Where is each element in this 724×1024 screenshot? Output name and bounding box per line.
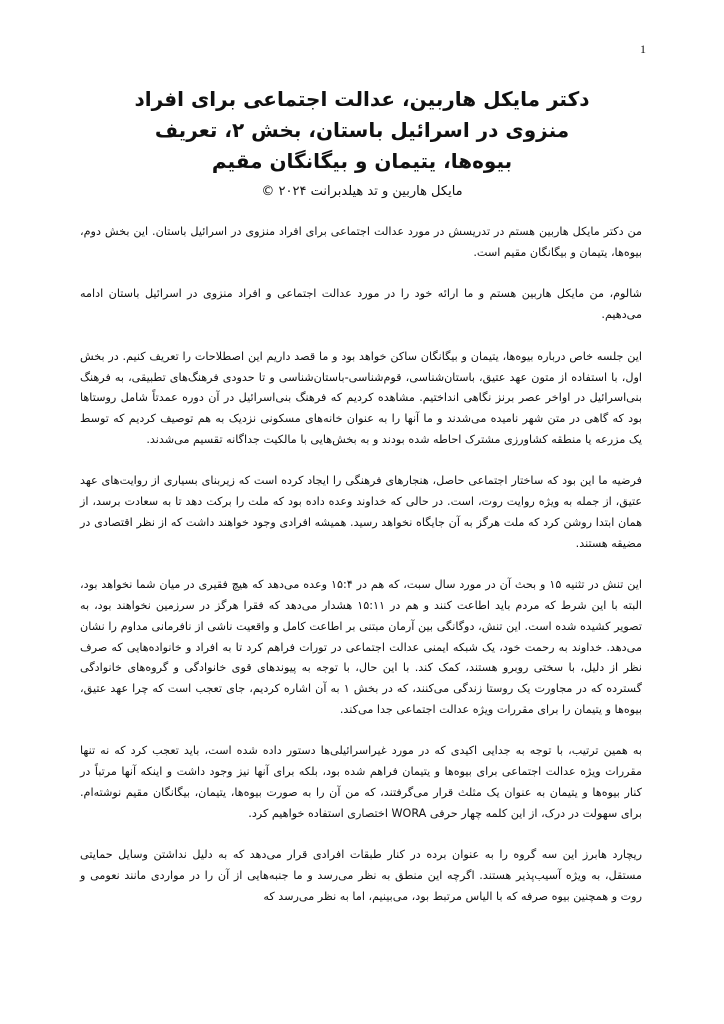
paragraph: شالوم، من مایکل هاربین هستم و ما ارائه خود را در مورد عدالت اجتماعی و افراد منزوی در اسرائیل باستان ادامه می‌دهیم. [80, 287, 642, 322]
paragraph: من دکتر مایکل هاربین هستم در تدریسش در مورد عدالت اجتماعی برای افراد منزوی در اسرائیل باستان. این بخش دوم، بیوه‌ها، یتیمان و بیگانگان مقیم است. [80, 225, 642, 259]
paragraph: به همین ترتیب، با توجه به جدایی اکیدی که در مورد غیراسرائیلی‌ها دستور داده شده است، باید تعجب کرد که نه تنها مقررات ویژه عدالت اجتماعی برای بیوه‌ها و یتیمان فراهم شده بود، بلکه برای آنها نیز وجود داشت و اینکه آنها مرتباً در کنار بیوه‌ها و یتیمان به عنوان یک مثلث قرار می‌گرفتند، که من آن را به صورت بیوه‌ها، یتیمان، بیگانگان مقیم نوشته‌ام. برای سهولت در درک، از این کلمه چهار حرفی WORA اختصاری استفاده خواهیم کرد. [80, 744, 642, 820]
paragraph: فرضیه ما این بود که ساختار اجتماعی حاصل، هنجارهای فرهنگی را ایجاد کرده است که زیربنای بسیاری از روایت‌های عهد عتیق، از جمله به ویژه روایت روت، است. در حالی که خداوند وعده داده بود که ملت را برکت دهد تا به سعادت برسد، از همان ابتدا روشن کرد که ملت هرگز به آن جایگاه نخواهد رسید. همیشه افرادی وجود خواهند داشت که از نظر اقتصادی در مضیقه هستند. [80, 474, 642, 550]
byline: مایکل هاربین و تد هیلدبرانت ۲۰۲۴ © [261, 184, 463, 199]
document-title: دکتر مایکل هاربین، عدالت اجتماعی برای افراد منزوی در اسرائیل باستان، بخش ۲، تعریف بیوه‌ها، یتیمان و بیگانگان مقیم [134, 87, 590, 173]
body-text [80, 222, 642, 928]
title-block [128, 84, 596, 201]
paragraph: ریچارد هابرز این سه گروه را به عنوان برده در کنار طبقات افرادی قرار می‌دهد که به دلیل نداشتن وسایل حمایتی مستقل، به ویژه آسیب‌پذیر هستند. اگرچه این منطق به نظر می‌رسد و ما جنبه‌هایی از آن را در مواردی مانند نعومی و روت و همچنین بیوه صرفه که با الیاس مرتبط بود، می‌بینیم، اما به نظر می‌رسد که [80, 848, 642, 903]
page-number: 1 [640, 42, 646, 56]
paragraph: این جلسه خاص درباره بیوه‌ها، یتیمان و بیگانگان ساکن خواهد بود و ما قصد داریم این اصطلاحات را تعریف کنیم. در بخش اول، با استفاده از متون عهد عتیق، باستان‌شناسی، قوم‌شناسی-باستان‌شناسی و تا حدودی فرهنگ‌های تطبیقی، به فرهنگ بنی‌اسرائیل در اواخر عصر برنز نگاهی انداختیم. مشاهده کردیم که فرهنگ بنی‌اسرائیل در آن دوره عمدتاً شامل روستاها بود که گاهی در متن شهر نامیده می‌شدند و ما آنها را به عنوان خانه‌های مسکونی نزدیک به هم توصیف کردیم که توسط یک مزرعه یا منطقه کشاورزی مشترک احاطه شده بودند و به بخش‌هایی با مالکیت جداگانه تقسیم می‌شدند. [80, 349, 642, 446]
paragraph: این تنش در تثنیه ۱۵ و بحث آن در مورد سال سبت، که هم در ۱۵:۴ وعده می‌دهد که هیچ فقیری در میان شما نخواهد بود، البته با این شرط که مردم باید اطاعت کنند و هم در ۱۵:۱۱ هشدار می‌دهد که فقرا هرگز در سرزمین نخواهند بود، به تصویر کشیده شده است. این تنش، دوگانگی بین آرمان مبتنی بر اطاعت کامل و واقعیت ناشی از نافرمانی مداوم را نشان می‌دهد. خداوند به رحمت خود، یک شبکه ایمنی عدالت اجتماعی در تورات فراهم کرد تا به افراد و خانواده‌هایی که صرف نظر از دلیل، با سختی روبرو هستند، کمک کند. با این حال، با توجه به پیوندهای قوی خانوادگی و گروه‌های خانوادگی گسترده که در مجاورت یک روستا زندگی می‌کنند، که در بخش ۱ به آن اشاره کردیم، جای تعجب است که چرا عهد عتیق، بیوه‌ها و یتیمان را برای مقررات ویژه عدالت اجتماعی جدا می‌کند. [80, 578, 642, 716]
